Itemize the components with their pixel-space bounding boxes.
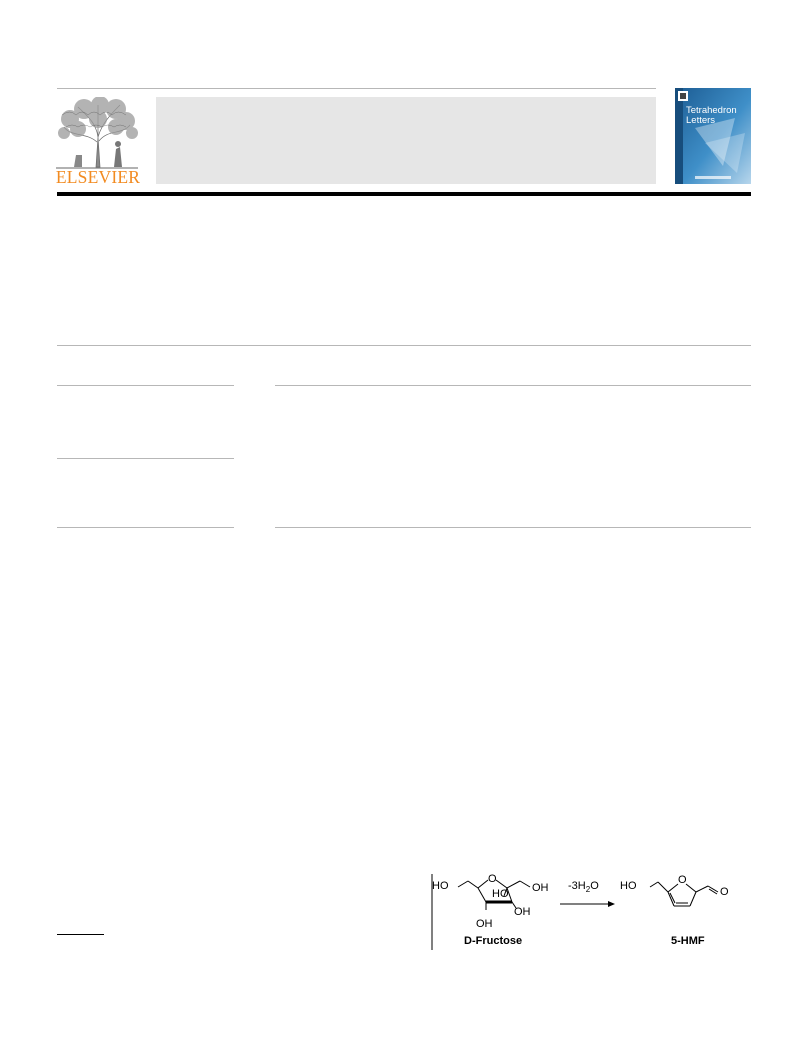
atom-label-aldehyde-oxygen: O: [720, 886, 729, 898]
atom-label-furan-oxygen: O: [678, 874, 687, 886]
atom-label-oh-bottom: OH: [476, 918, 493, 930]
cover-title: [686, 106, 750, 126]
atom-label-oh-lower-right: OH: [514, 906, 531, 918]
atom-label-oh-right: OH: [532, 882, 549, 894]
header-thick-rule: [57, 192, 751, 196]
atom-label-ho-left: HO: [432, 880, 449, 892]
article-info-rule-bottom: [57, 527, 234, 528]
arrow-label-subscript: 2: [585, 885, 591, 895]
atom-label-ho-ring: HO: [492, 888, 509, 900]
arrow-label: [568, 880, 599, 894]
article-info-rule-top: [57, 385, 234, 386]
arrow-label-end: O: [590, 880, 599, 892]
product-label: 5-HMF: [671, 935, 705, 947]
atom-label-ho-product: HO: [620, 880, 637, 892]
article-info-rule-middle: [57, 458, 234, 459]
atom-label-ring-oxygen: O: [488, 873, 497, 885]
cover-title-line1: Tetrahedron: [686, 105, 737, 116]
abstract-rule-top: [275, 385, 751, 386]
journal-cover-thumbnail: [675, 88, 751, 184]
top-rule: [57, 88, 656, 89]
reactant-label: D-Fructose: [464, 935, 523, 947]
footnote-rule: [57, 934, 104, 935]
abstract-rule-bottom: [275, 527, 751, 528]
journal-header-banner: [156, 97, 656, 184]
cover-title-line2: Letters: [686, 115, 716, 126]
elsevier-wordmark: ELSEVIER: [55, 167, 141, 187]
title-block-rule: [57, 345, 751, 346]
reaction-scheme: [430, 872, 751, 952]
arrow-label-text: -3H: [568, 880, 586, 892]
